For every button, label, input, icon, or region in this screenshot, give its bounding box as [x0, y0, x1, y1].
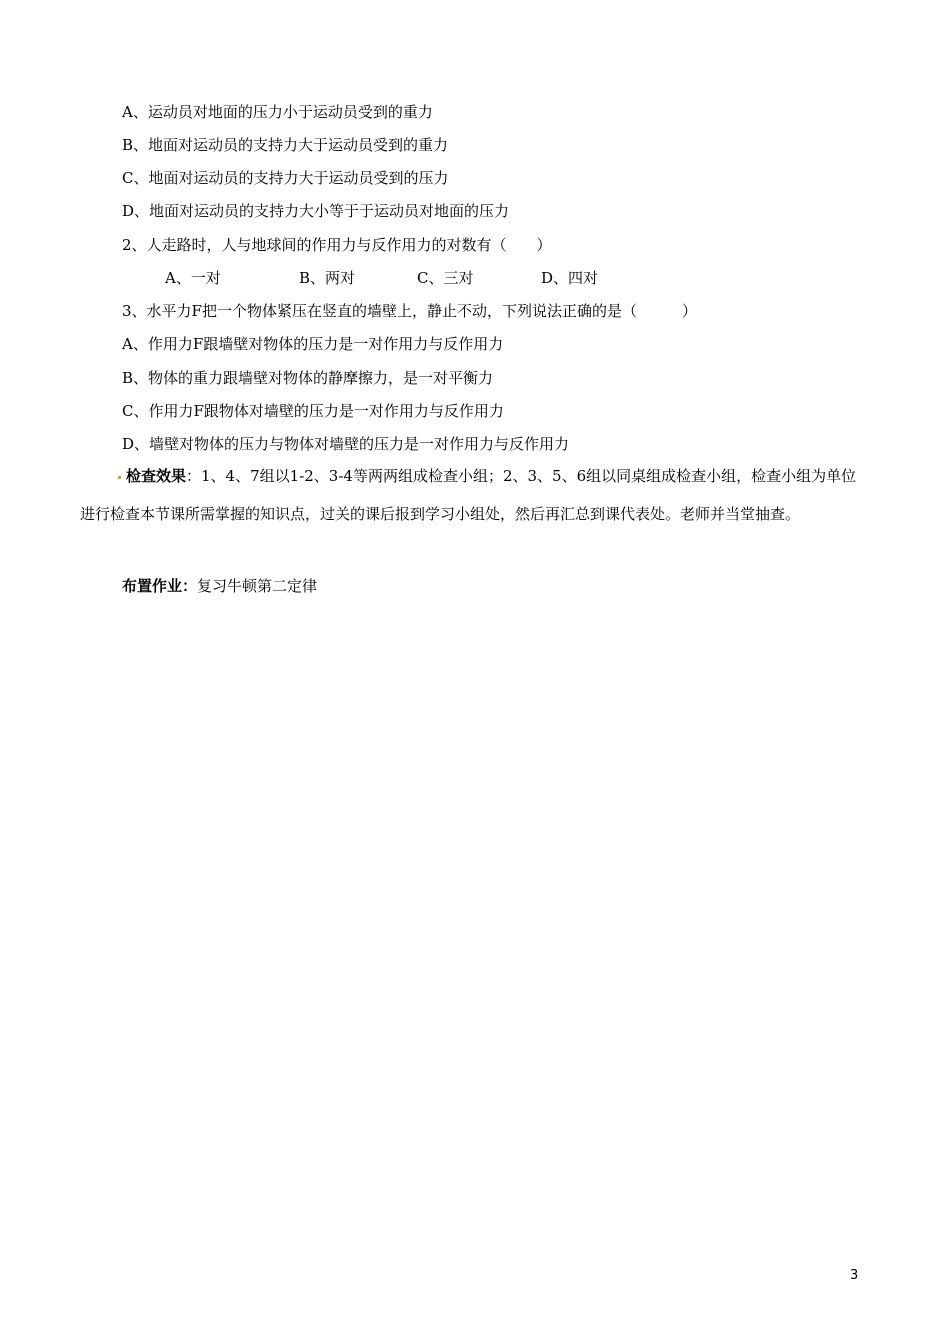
q2-option-c: C、三对 — [417, 269, 474, 287]
homework-label: 布置作业： — [122, 577, 198, 595]
q2-options — [165, 268, 598, 288]
check-effect-label: 检查效果 — [126, 467, 187, 485]
check-effect-paragraph — [80, 457, 860, 533]
q3-option-c: C、作用力F跟物体对墙壁的压力是一对作用力与反作用力 — [122, 402, 504, 420]
q1-option-c: C、地面对运动员的支持力大于运动员受到的压力 — [122, 169, 449, 187]
q1-option-d: D、地面对运动员的支持力大小等于于运动员对地面的压力 — [122, 202, 510, 220]
q3-option-a: A、作用力F跟墙壁对物体的压力是一对作用力与反作用力 — [122, 335, 504, 353]
homework-line — [122, 576, 317, 596]
q2-option-a: A、一对 — [165, 269, 221, 287]
q2-option-d: D、四对 — [541, 269, 599, 287]
q3-option-b: B、物体的重力跟墙壁对物体的静摩擦力，是一对平衡力 — [122, 369, 494, 387]
q2-stem: 2、人走路时，人与地球间的作用力与反作用力的对数有（ ） — [122, 236, 552, 254]
page-number: 3 — [850, 1268, 859, 1283]
q1-option-b: B、地面对运动员的支持力大于运动员受到的重力 — [122, 136, 449, 154]
q3-stem: 3、水平力F把一个物体紧压在竖直的墙壁上，静止不动，下列说法正确的是（ ） — [122, 302, 697, 320]
q2-option-b: B、两对 — [299, 269, 356, 287]
q1-option-a: A、运动员对地面的压力小于运动员受到的重力 — [122, 103, 433, 121]
homework-text: 复习牛顿第二定律 — [197, 577, 318, 595]
check-effect-text: ：1、4、7组以1-2、3-4等两两组成检查小组；2、3、5、6组以同桌组成检查小组，检查小组为单位进行检查本节课所需掌握的知识点，过关的课后报到学习小组处，然后再汇总到课代表处。老师并当堂抽查。 — [80, 467, 857, 523]
q3-option-d: D、墙壁对物体的压力与物体对墙壁的压力是一对作用力与反作用力 — [122, 435, 570, 453]
